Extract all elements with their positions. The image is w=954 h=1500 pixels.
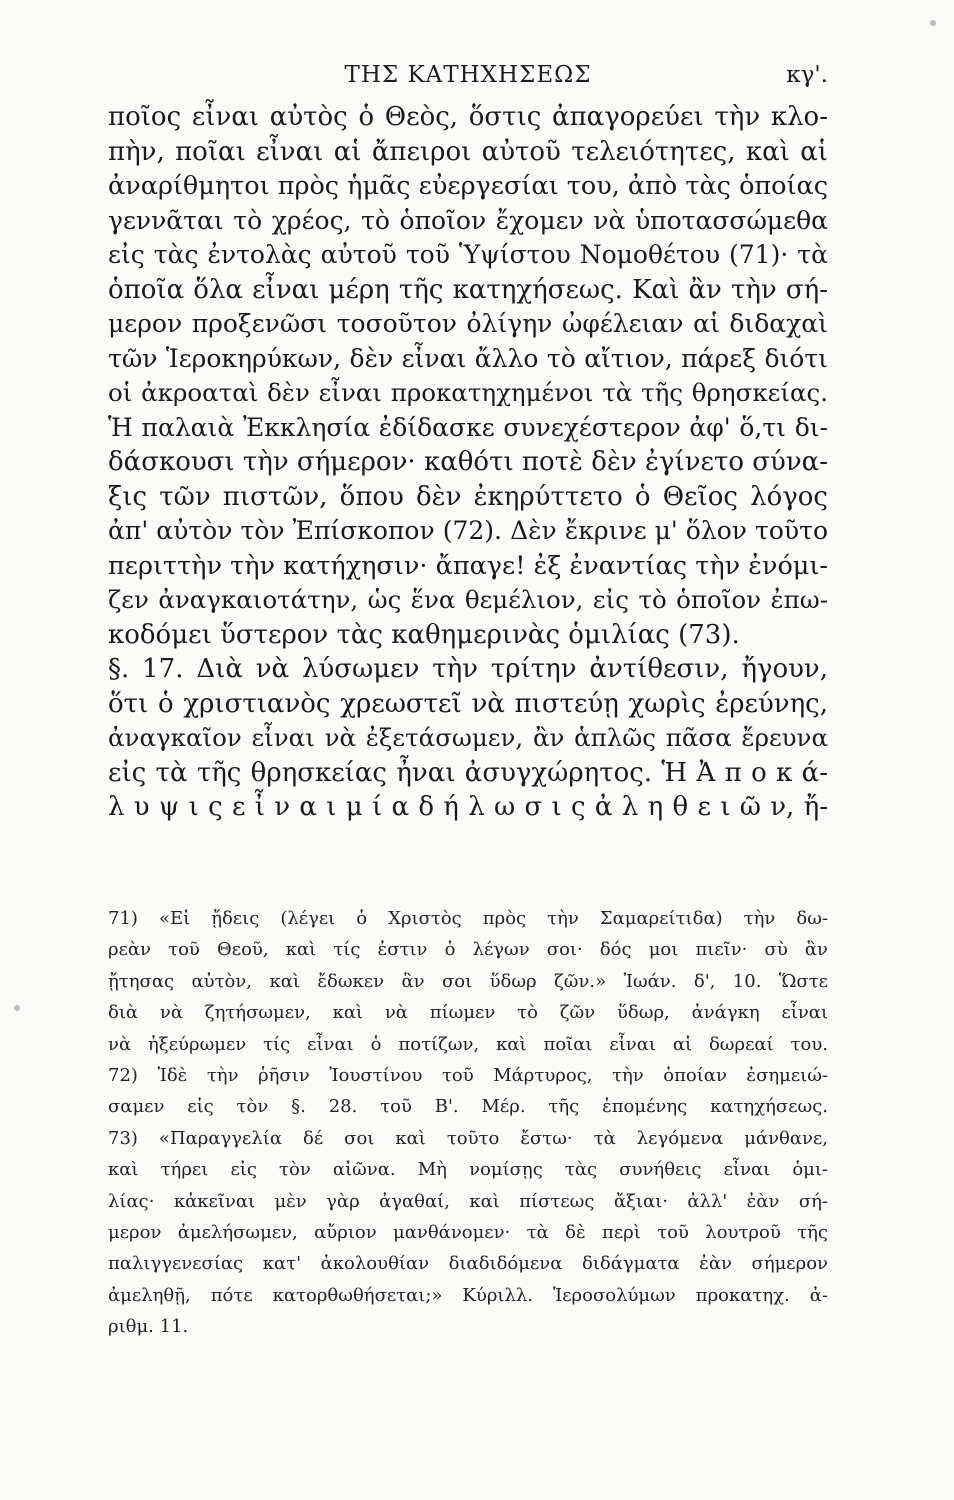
text-line: ζεν ἀναγκαιοτάτην, ὡς ἕνα θεμέλιον, εἰς τὸ ὁποῖον ἐπω- [108, 585, 828, 614]
paper-speck [14, 1005, 20, 1011]
text-line: λ υ ψ ι ς ε ἶ ν α ι μ ί α δ ή λ ω σ ι ς ἀ λ η θ ε ι ῶ ν, ἤ- [108, 792, 828, 822]
text-line: γεννᾶται τὸ χρέος, τὸ ὁποῖον ἔχομεν νὰ ὑποτασσώμεθα [108, 205, 828, 235]
footnote-line: διὰ νὰ ζητήσωμεν, καὶ νὰ πίωμεν τὸ ζῶν ὕδωρ, ἀνάγκη εἶναι [108, 1002, 828, 1024]
text-line: εἰς τὰς ἐντολὰς αὐτοῦ τοῦ Ὑψίστου Νομοθέτου (71)· τὰ [108, 240, 828, 269]
text-line: εἰς τὰ τῆς θρησκείας ἦναι ἀσυγχώρητος. Ἡ Ἀ π ο κ ά- [108, 757, 828, 788]
footnote-line: 73) «Παραγγελία δέ σοι καὶ τοῦτο ἔστω· τὰ λεγόμενα μάνθανε, [108, 1127, 828, 1149]
footnote-line: 72) Ἰδὲ τὴν ῥῆσιν Ἰουστίνου τοῦ Μάρτυρος, τὴν ὁποίαν ἐσημειώ- [108, 1064, 828, 1086]
footnote-line: ρεὰν τοῦ Θεοῦ, καὶ τίς ἐστιν ὁ λέγων σοι· δός μοι πιεῖν· σὺ ἂν [108, 939, 828, 961]
running-title: ΤΗΣ ΚΑΤΗΧΗΣΕΩΣ [344, 62, 592, 88]
text-line: δάσκουσι τὴν σήμερον· καθότι ποτὲ δὲν ἐγίνετο σύνα- [108, 447, 828, 477]
footnote-line: καὶ τήρει εἰς τὸν αἰῶνα. Μὴ νομίσῃς τὰς συνήθεις εἶναι ὁμι- [108, 1159, 828, 1181]
footnote-line: ριθμ. 11. [108, 1316, 189, 1338]
footnote-line: παλιγγενεσίας κατ' ἀκολουθίαν διαδιδόμενα διδάγματα ἐὰν σήμερον [108, 1253, 828, 1275]
text-line: περιττὴν τὴν κατήχησιν· ἄπαγε! ἐξ ἐναντίας τὴν ἐνόμι- [108, 550, 828, 581]
running-header [108, 62, 828, 98]
footnotes [108, 903, 828, 1342]
text-line: μερον προξενῶσι τοσοῦτον ὀλίγην ὠφέλειαν αἱ διδαχαὶ [108, 309, 828, 338]
footnote-line: ἀμεληθῇ, πότε κατορθωθήσεται;» Κύριλλ. Ἱεροσολύμων προκατηχ. ἀ- [108, 1284, 828, 1306]
page-number: κγ'. [786, 62, 828, 88]
footnote-line: λίας· κἀκεῖναι μὲν γὰρ ἀγαθαί, καὶ πίστεως ἄξιαι· ἀλλ' ἐὰν σή- [108, 1190, 828, 1212]
footnote-line: νὰ ἠξεύρωμεν τίς εἶναι ὁ ποτίζων, καὶ ποῖαι εἶναι αἱ δωρεαί του. [108, 1033, 828, 1055]
footnote-line: ᾔτησας αὐτὸν, καὶ ἔδωκεν ἂν σοι ὕδωρ ζῶν.» Ἰωάν. δ', 10. Ὥστε [108, 970, 828, 992]
text-line: §. 17. Διὰ νὰ λύσωμεν τὴν τρίτην ἀντίθεσιν, ἤγουν, [108, 654, 828, 684]
text-line: ἀναγκαῖον εἶναι νὰ ἐξετάσωμεν, ἂν ἁπλῶς πᾶσα ἔρευνα [108, 723, 828, 752]
text-line: ὁποῖα ὅλα εἶναι μέρη τῆς κατηχήσεως. Καὶ ἂν τὴν σή- [108, 274, 828, 305]
text-line: ἀναρίθμητοι πρὸς ἡμᾶς εὐεργεσίαι του, ἀπὸ τὰς ὁποίας [108, 171, 829, 201]
text-line: ἀπ' αὐτὸν τὸν Ἐπίσκοπον (72). Δὲν ἔκρινε μ' ὅλον τοῦτο [108, 516, 828, 545]
text-line: ὅτι ὁ χριστιανὸς χρεωστεῖ νὰ πιστεύῃ χωρὶς ἐρεύνης, [108, 688, 828, 719]
text-line: πὴν, ποῖαι εἶναι αἱ ἄπειροι αὐτοῦ τελειότητες, καὶ αἱ [108, 136, 828, 167]
footnote-line: μερον ἀμελήσωμεν, αὔριον μανθάνομεν· τὰ δὲ περὶ τοῦ λουτροῦ τῆς [108, 1221, 828, 1243]
text-line: Ἡ παλαιὰ Ἐκκλησία ἐδίδασκε συνεχέστερον ἀφ' ὅ,τι δι- [108, 412, 828, 442]
footnote-line: σαμεν εἰς τὸν §. 28. τοῦ Β'. Μέρ. τῆς ἑπομένης κατηχήσεως. [108, 1096, 828, 1118]
text-line: τῶν Ἱεροκηρύκων, δὲν εἶναι ἄλλο τὸ αἴτιον, πάρεξ διότι [108, 343, 828, 373]
footnote-line: 71) «Εἰ ᾔδεις (λέγει ὁ Χριστὸς πρὸς τὴν Σαμαρείτιδα) τὴν δω- [108, 908, 828, 929]
text-line: κοδόμει ὕστερον τὰς καθημερινὰς ὁμιλίας (73). [108, 619, 740, 650]
paper-speck [930, 20, 936, 26]
text-line: ποῖος εἶναι αὐτὸς ὁ Θεὸς, ὅστις ἀπαγορεύει τὴν κλο- [108, 102, 828, 132]
text-line: οἱ ἀκροαταὶ δὲν εἶναι προκατηχημένοι τὰ τῆς θρησκείας. [108, 378, 828, 407]
text-line: ξις τῶν πιστῶν, ὅπου δὲν ἐκηρύττετο ὁ Θεῖος λόγος [108, 481, 828, 512]
main-text [108, 100, 828, 825]
